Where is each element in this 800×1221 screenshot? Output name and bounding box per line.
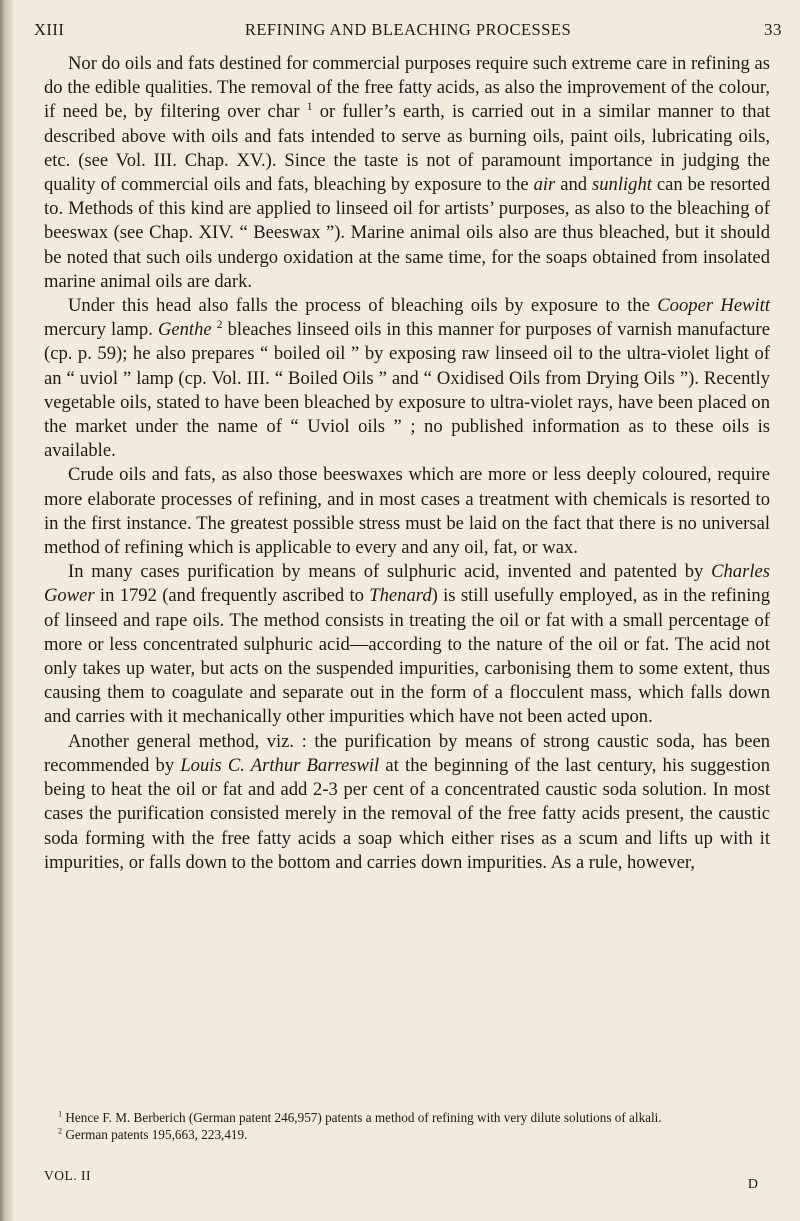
signature-mark: D xyxy=(747,1177,758,1192)
paragraph xyxy=(44,463,770,560)
footnote-number: 2 xyxy=(58,1126,63,1136)
footnote-text: Hence F. M. Berberich (German patent 246,957) patents a method of refining with very dilute solutions of alkali. xyxy=(62,1110,662,1125)
text-run: mercury lamp. xyxy=(44,319,158,341)
running-title: REFINING AND BLEACHING PROCESSES xyxy=(244,20,572,39)
italic-name: Thenard xyxy=(369,585,432,607)
paragraph xyxy=(44,294,770,463)
paragraph xyxy=(44,560,770,729)
text-run: in 1792 (and frequently ascribed to xyxy=(94,585,370,607)
text-run: can be resorted to. Methods of this kind are applied to linseed oil for artists’ purposes, as also to the bleaching of beeswax (see Chap. XIV. “ Beeswax ”). Marine animal oils also are thus bleached, but it should be noted that such oils undergo oxidation at the same time, for the soaps obtained from insolated marine animal oils are dark. xyxy=(44,174,770,292)
running-head xyxy=(34,20,782,42)
italic-name: air xyxy=(533,174,556,196)
footnote-marker: 2 xyxy=(216,319,223,332)
italic-name: Louis C. Arthur Barreswil xyxy=(180,754,380,776)
book-page xyxy=(14,0,800,1221)
italic-name: Genthe xyxy=(157,319,212,341)
page-number: 33 xyxy=(764,20,782,39)
text-run: ) is still usefully employed, as in the refining of linseed and rape oils. The method consists in treating the oil or fat with a small percentage of more or less concentrated sulphuric acid—according to the nature of the oil or fat. The acid not only takes up water, but acts on the suspended impurities, carbonising them to some extent, thus causing them to coagulate and separate out in the form of a flocculent mass, which falls down and carries with it mechanically other impurities which have not been acted upon. xyxy=(44,585,770,728)
footnote xyxy=(44,1110,770,1127)
italic-name: Cooper Hewitt xyxy=(657,295,770,317)
text-run: Crude oils and fats, as also those beeswaxes which are more or less deeply coloured, require more elaborate processes of refining, and in most cases a treatment with chemicals is resorted to in the first instance. The greatest possible stress must be laid on the fact that there is no universal method of refining which is applicable to every and any oil, fat, or wax. xyxy=(44,464,770,559)
footnote-number: 1 xyxy=(58,1109,63,1119)
footnote-text: German patents 195,663, 223,419. xyxy=(62,1126,248,1142)
text-run: Another general method, viz. : the purification by means of strong caustic soda, has been recommended by xyxy=(44,730,770,776)
text-run: Nor do oils and fats destined for commercial purposes require such extreme care in refining as do the edible qualities. The removal of the free fatty acids, as also the improvement of the colour, if need be, by filtering over char xyxy=(44,53,770,123)
italic-name: Charles Gower xyxy=(44,561,770,607)
text-run: Under this head also falls the process of bleaching oils by exposure to the xyxy=(68,295,658,317)
chapter-number: XIII xyxy=(34,20,65,39)
volume-label: VOL. II xyxy=(44,1168,91,1183)
text-run: or fuller’s earth, is carried out in a similar manner to that described above with oils and fats intended to serve as burning oils, paint oils, lubricating oils, etc. (see Vol. III. Chap. XV.). Since the taste is not of paramount importance in judging the quality of commercial oils and fats, bleaching by exposure to the xyxy=(44,101,770,196)
paragraph xyxy=(44,730,770,875)
text-run: In many cases purification by means of sulphuric acid, invented and patented by xyxy=(68,561,712,583)
page-footer xyxy=(44,1168,770,1192)
italic-name: sunlight xyxy=(592,174,652,196)
footnotes xyxy=(44,1110,770,1143)
footnote-marker: 1 xyxy=(306,101,313,114)
footnote xyxy=(44,1127,770,1144)
text-run: bleaches linseed oils in this manner for purposes of varnish manufacture (cp. p. 59); he also prepares “ boiled oil ” by exposing raw linseed oil to the ultra-violet light of an “ uviol ” lamp (cp. Vol. III. “ Boiled Oils ” and “ Oxidised Oils from Drying Oils ”). Recently vegetable oils, stated to have been bleached by exposure to ultra-violet rays, have been placed on the market under the name of “ Uviol oils ” ; no published information as to these oils is available. xyxy=(44,319,770,462)
book-binding-shadow xyxy=(0,0,14,1221)
text-run: and xyxy=(555,174,593,196)
text-run: at the beginning of the last century, his suggestion being to heat the oil or fat and add 2-3 per cent of a concentrated caustic soda solution. In most cases the purification consisted merely in the removal of the free fatty acids present, the caustic soda forming with the free fatty acids a soap which either rises as a scum and lifts up with it impurities, or falls down to the bottom and carries down impurities. As a rule, however, xyxy=(44,754,770,873)
paragraph xyxy=(44,52,770,294)
body-text xyxy=(44,52,770,875)
